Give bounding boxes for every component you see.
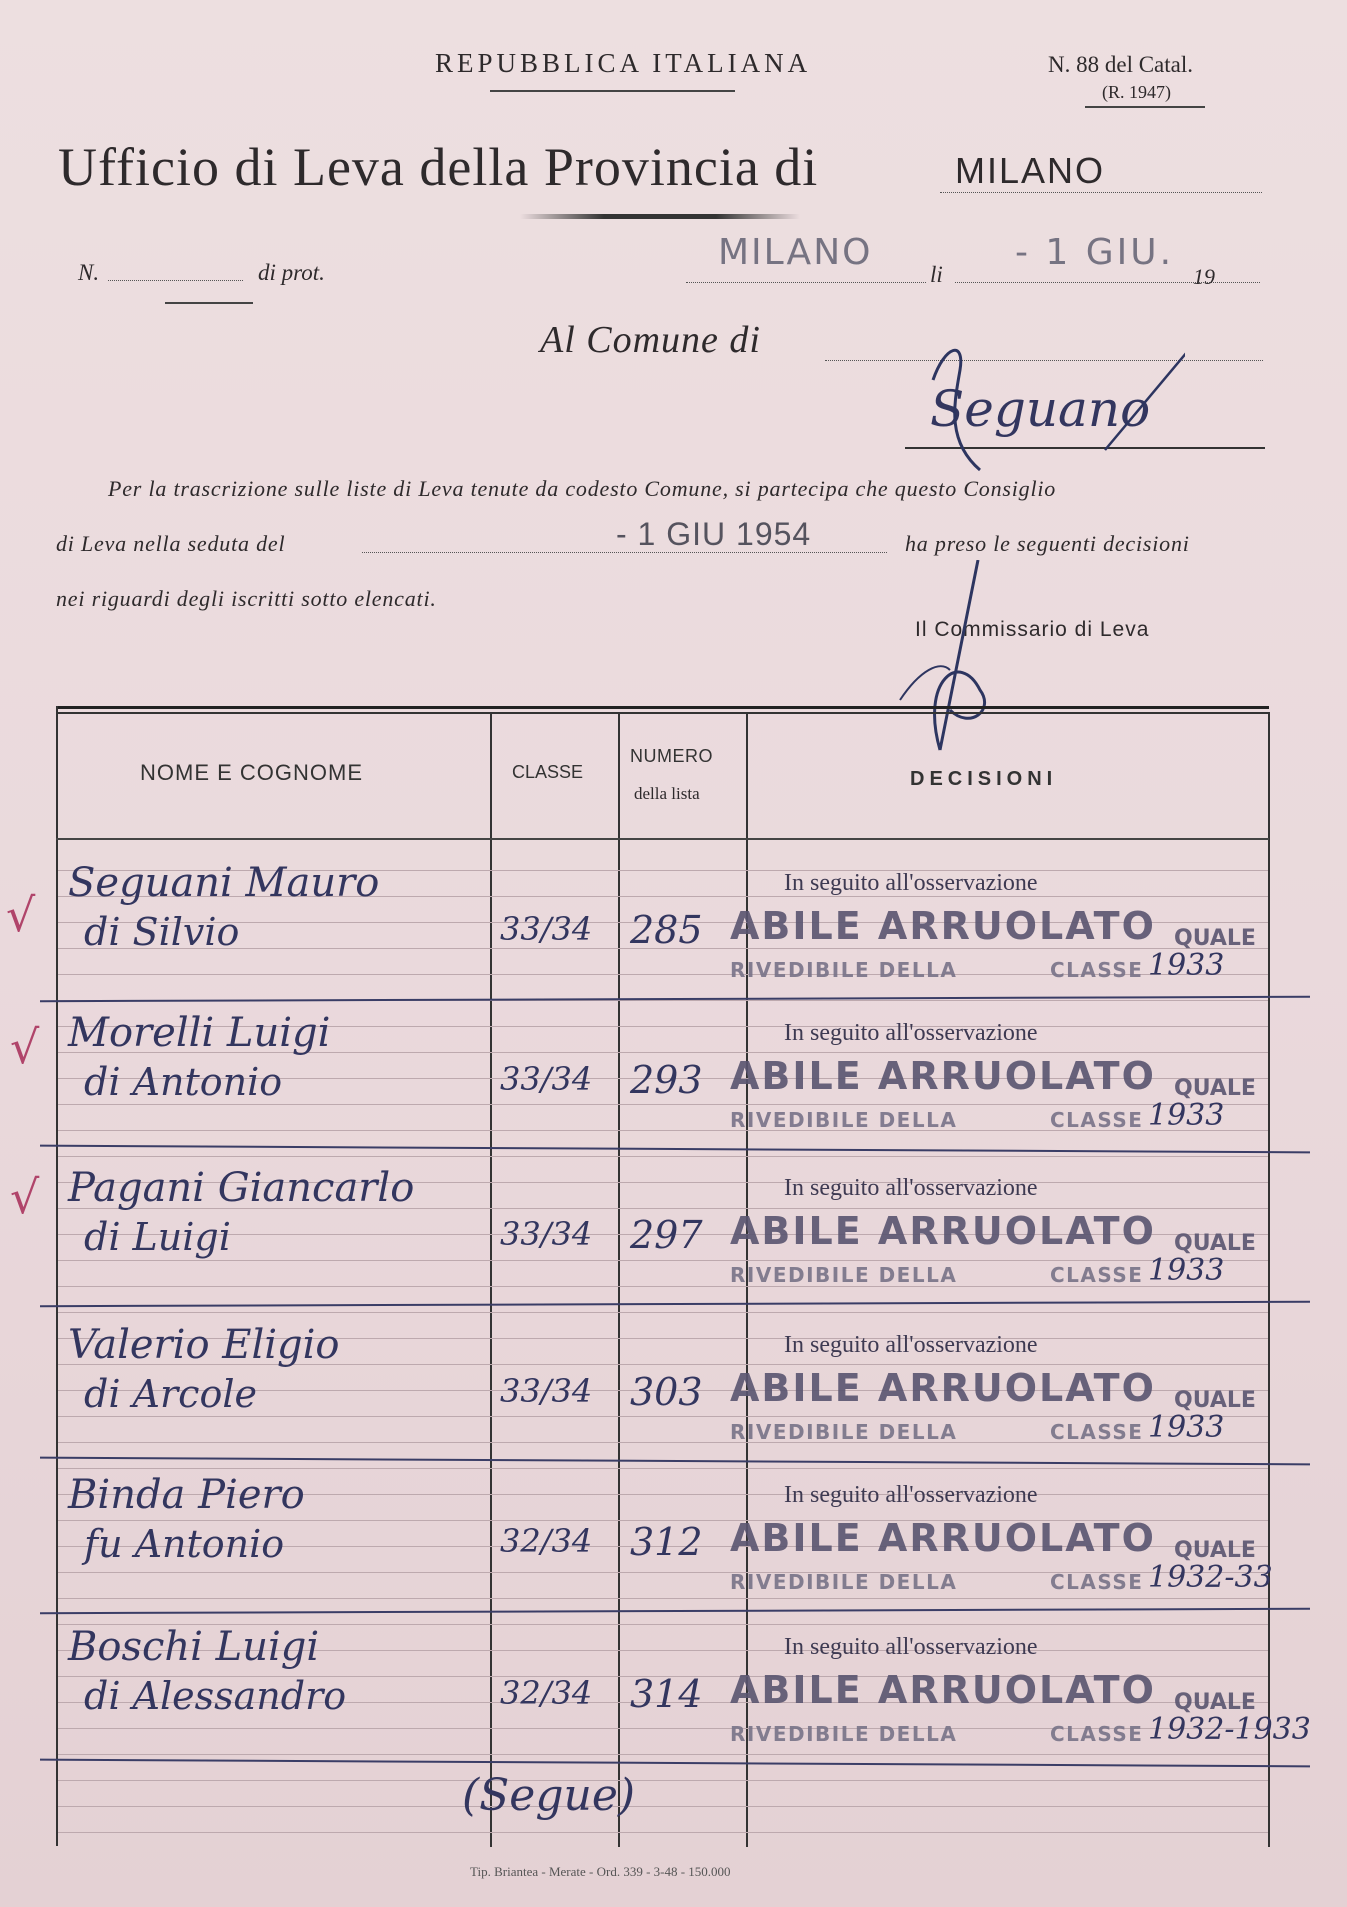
stamp-quale: QUALE — [1174, 1388, 1256, 1413]
office-title: Ufficio di Leva della Provincia di — [58, 137, 819, 197]
stamp-quale: QUALE — [1174, 1538, 1256, 1563]
comune-signature-strokes — [925, 340, 1185, 480]
row-classe: 32/34 — [500, 1674, 593, 1712]
ruled-line — [58, 1260, 1268, 1261]
segue-handwritten: (Segue) — [462, 1770, 636, 1821]
protocol-di-prot-label: di prot. — [258, 260, 325, 285]
catalog-underline — [1085, 106, 1205, 108]
catalog-reference: (R. 1947) — [1102, 82, 1171, 102]
row-parent: fu Antonio — [84, 1522, 285, 1566]
row-separator — [40, 1608, 1310, 1614]
commissioner-signature — [880, 560, 1030, 760]
comune-handwritten: Seguano — [930, 380, 1151, 438]
table-top-rule — [56, 706, 1269, 709]
row-classe-rev: 1933 — [1148, 948, 1225, 983]
stamp-classe: CLASSE — [1050, 1108, 1144, 1132]
ruled-line — [58, 1754, 1268, 1755]
row-parent: di Arcole — [84, 1372, 257, 1416]
stamp-osservazione: In seguito all'osservazione — [784, 1175, 1038, 1201]
col-header-name: NOME E COGNOME — [140, 760, 364, 785]
ruled-line — [58, 1416, 1268, 1417]
stamp-osservazione: In seguito all'osservazione — [784, 1482, 1038, 1508]
printer-imprint: Tip. Briantea - Merate - Ord. 339 - 3-48 - 150.000 — [470, 1864, 731, 1879]
stamp-abile-arruolato: ABILE ARRUOLATO — [730, 1209, 1156, 1253]
row-parent: di Antonio — [84, 1060, 283, 1104]
row-parent: di Luigi — [84, 1215, 231, 1259]
row-separator — [40, 1301, 1310, 1307]
body-line-2b: ha preso le seguenti decisioni — [905, 531, 1190, 556]
ruled-line — [58, 1806, 1268, 1807]
ruled-line — [58, 1156, 1268, 1157]
col-header-class: CLASSE — [512, 762, 584, 782]
row-name: Seguani Mauro — [68, 860, 380, 906]
protocol-underline — [165, 302, 253, 304]
stamp-classe: CLASSE — [1050, 1722, 1144, 1746]
table-right-border — [1268, 712, 1270, 1847]
row-name: Binda Piero — [68, 1472, 305, 1518]
body-line-1: Per la trascrizione sulle liste di Leva tenute da codesto Comune, si partecipa che questo Consiglio — [108, 476, 1057, 501]
stamp-rivedibile: RIVEDIBILE DELLA — [730, 1108, 958, 1132]
row-classe: 32/34 — [500, 1522, 593, 1560]
stamp-osservazione: In seguito all'osservazione — [784, 1020, 1038, 1046]
col-header-number-sub: della lista — [634, 784, 700, 803]
stamp-quale: QUALE — [1174, 1076, 1256, 1101]
stamp-quale: QUALE — [1174, 1690, 1256, 1715]
row-separator — [40, 1145, 1310, 1154]
stamp-abile-arruolato: ABILE ARRUOLATO — [730, 1516, 1156, 1560]
session-date: - 1 GIU 1954 — [616, 516, 812, 552]
row-name: Pagani Giancarlo — [68, 1165, 415, 1211]
stamp-quale: QUALE — [1174, 926, 1256, 951]
row-classe-rev: 1932-33 — [1148, 1560, 1273, 1595]
protocol-n-label: N. — [78, 260, 100, 285]
row-classe: 33/34 — [500, 1215, 593, 1253]
row-numero: 285 — [630, 908, 703, 952]
province-name: MILANO — [955, 150, 1106, 191]
check-mark-1: √ — [6, 888, 36, 942]
stamp-rivedibile: RIVEDIBILE DELLA — [730, 1570, 958, 1594]
stamp-abile-arruolato: ABILE ARRUOLATO — [730, 1668, 1156, 1712]
stamp-abile-arruolato: ABILE ARRUOLATO — [730, 1054, 1156, 1098]
row-name: Boschi Luigi — [68, 1624, 320, 1670]
row-numero: 314 — [630, 1672, 703, 1716]
table-top-rule-inner — [56, 712, 1269, 714]
row-classe-rev: 1933 — [1148, 1098, 1225, 1133]
stamp-abile-arruolato: ABILE ARRUOLATO — [730, 1366, 1156, 1410]
row-classe: 33/34 — [500, 1060, 593, 1098]
stamp-rivedibile: RIVEDIBILE DELLA — [730, 1263, 958, 1287]
ruled-line — [58, 1780, 1268, 1781]
row-separator — [40, 996, 1310, 1002]
heading-underline — [490, 90, 735, 92]
protocol-number-line — [108, 280, 243, 281]
row-parent: di Silvio — [84, 910, 240, 954]
table-left-border — [56, 706, 58, 1846]
check-mark-3: √ — [10, 1170, 40, 1224]
row-classe-rev: 1933 — [1148, 1253, 1225, 1288]
stamp-quale: QUALE — [1174, 1231, 1256, 1256]
stamp-osservazione: In seguito all'osservazione — [784, 1634, 1038, 1660]
ruled-line — [58, 1832, 1268, 1833]
ruled-line — [58, 1598, 1268, 1599]
commissioner-label: Il Commissario di Leva — [915, 618, 1150, 641]
header-bottom-rule — [56, 838, 1269, 840]
stamp-rivedibile: RIVEDIBILE DELLA — [730, 1722, 958, 1746]
place-dotted-line — [686, 282, 926, 283]
row-name: Morelli Luigi — [68, 1010, 331, 1056]
row-classe: 33/34 — [500, 1372, 593, 1410]
stamp-osservazione: In seguito all'osservazione — [784, 1332, 1038, 1358]
catalog-number: N. 88 del Catal. — [1048, 52, 1193, 77]
year-prefix: 19 — [1193, 264, 1215, 289]
row-name: Valerio Eligio — [68, 1322, 340, 1368]
li-label: li — [930, 262, 943, 287]
date-stamp: - 1 GIU. — [1015, 232, 1175, 273]
row-numero: 312 — [630, 1520, 703, 1564]
row-numero: 293 — [630, 1058, 703, 1102]
check-mark-2: √ — [10, 1020, 40, 1074]
body-line-2a: di Leva nella seduta del — [56, 531, 286, 556]
row-numero: 303 — [630, 1370, 703, 1414]
province-dotted-line — [940, 192, 1262, 193]
ruled-line — [58, 1312, 1268, 1313]
row-numero: 297 — [630, 1213, 703, 1257]
stamp-rivedibile: RIVEDIBILE DELLA — [730, 1420, 958, 1444]
ruled-line — [58, 1104, 1268, 1105]
row-classe-rev: 1932-1933 — [1148, 1712, 1311, 1747]
row-separator — [40, 1759, 1310, 1768]
stamp-classe: CLASSE — [1050, 1263, 1144, 1287]
stamp-classe: CLASSE — [1050, 1570, 1144, 1594]
row-classe-rev: 1933 — [1148, 1410, 1225, 1445]
col-header-decisions: DECISIONI — [910, 768, 1058, 790]
ruled-line — [58, 1468, 1268, 1469]
stamp-osservazione: In seguito all'osservazione — [784, 870, 1038, 896]
row-classe: 33/34 — [500, 910, 593, 948]
row-separator — [40, 1457, 1310, 1466]
body-line-3: nei riguardi degli iscritti sotto elencati. — [56, 586, 437, 611]
stamp-classe: CLASSE — [1050, 958, 1144, 982]
row-parent: di Alessandro — [84, 1674, 347, 1718]
addressee-label: Al Comune di — [540, 319, 761, 361]
republic-heading: REPUBBLICA ITALIANA — [435, 48, 812, 78]
title-divider — [520, 214, 800, 219]
stamp-rivedibile: RIVEDIBILE DELLA — [730, 958, 958, 982]
place-stamp: MILANO — [718, 232, 873, 273]
stamp-classe: CLASSE — [1050, 1420, 1144, 1444]
stamp-abile-arruolato: ABILE ARRUOLATO — [730, 904, 1156, 948]
col-header-number: NUMERO — [630, 746, 713, 766]
